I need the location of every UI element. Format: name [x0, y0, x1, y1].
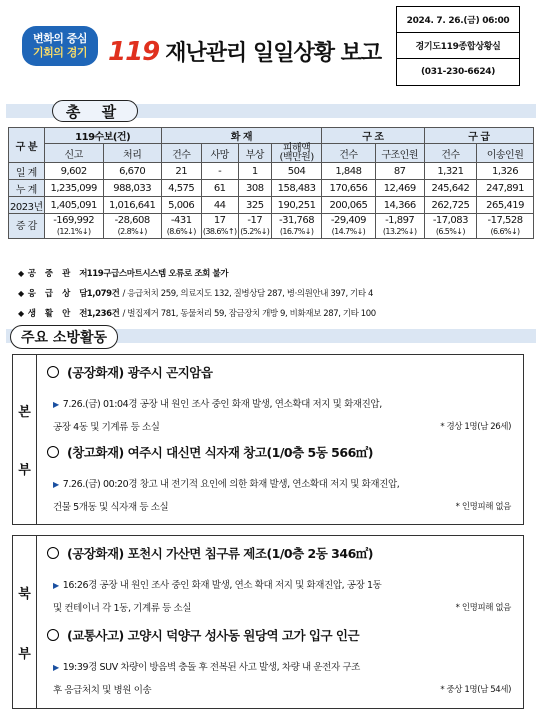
gyeonggi-logo	[22, 26, 98, 66]
stats-cell: 87	[375, 163, 424, 180]
col-reports: 신고	[44, 144, 103, 163]
diamond-icon: ◆	[18, 308, 24, 318]
note-row	[18, 263, 538, 283]
stats-cell: 1	[238, 163, 271, 180]
circle-bullet-icon	[47, 547, 59, 559]
region-body	[37, 355, 523, 524]
change-cell: -29,409 (14.7%↓)	[322, 214, 376, 239]
stats-cell: 308	[238, 180, 271, 197]
col-rescued-people: 구조인원	[375, 144, 424, 163]
incident-title: (공장화재) 포천시 가산면 침구류 제조(1/0층 2동 346㎡)	[47, 544, 515, 562]
report-info-box	[396, 6, 520, 86]
stats-row	[9, 197, 534, 214]
summary-table	[8, 127, 534, 239]
title-number: 119	[108, 37, 160, 67]
stats-cell: 200,065	[322, 197, 376, 214]
casualty-note: * 경상 1명(남 26세)	[440, 422, 511, 432]
title-text: 재난관리 일일상황 보고	[165, 41, 382, 66]
row-label: 누 계	[9, 180, 45, 197]
stats-cell: 1,016,641	[103, 197, 161, 214]
logo-line-1: 변화의 중심	[33, 32, 87, 45]
stats-cell: 265,419	[477, 197, 534, 214]
stats-cell: 245,642	[424, 180, 476, 197]
change-cell: 17 (38.6%↑)	[201, 214, 238, 239]
note-label: 응 급 상 담	[27, 289, 91, 299]
note-label: 생 활 안 전	[27, 309, 91, 319]
stats-cell: 14,366	[375, 197, 424, 214]
stats-cell: 44	[201, 197, 238, 214]
casualty-note: * 인명피해 없음	[455, 603, 511, 613]
header-ems: 구 급	[424, 128, 533, 144]
row-label: 증 감	[9, 214, 45, 239]
change-cell: -431 (8.6%↓)	[161, 214, 201, 239]
stats-cell: 170,656	[322, 180, 376, 197]
region-headquarters	[12, 354, 524, 525]
triangle-bullet-icon: ▶	[53, 400, 59, 409]
col-ems-count: 건수	[424, 144, 476, 163]
region-body	[37, 536, 523, 708]
header-fire: 화 재	[161, 128, 322, 144]
page-title	[108, 36, 381, 67]
note-detail: / 벌집제거 781, 동물처리 59, 잠금장치 개방 9, 비화재보 287, 기타 100	[122, 309, 376, 319]
stats-cell: 1,405,091	[44, 197, 103, 214]
stats-cell: 325	[238, 197, 271, 214]
casualty-note: * 중상 1명(남 54세)	[440, 685, 511, 695]
note-row	[18, 283, 538, 303]
stats-cell: 247,891	[477, 180, 534, 197]
stats-cell: 1,326	[477, 163, 534, 180]
stats-cell: 21	[161, 163, 201, 180]
change-cell: -1,897 (13.2%↓)	[375, 214, 424, 239]
incident-item	[47, 626, 515, 702]
header-category: 구 분	[9, 128, 45, 163]
stats-cell: 5,006	[161, 197, 201, 214]
region-label: 본 부	[13, 355, 37, 524]
casualty-note: * 인명피해 없음	[455, 502, 511, 512]
col-fire-count: 건수	[161, 144, 201, 163]
incident-item	[47, 363, 515, 439]
diamond-icon: ◆	[18, 268, 24, 278]
incident-item	[47, 443, 515, 519]
stats-cell: 6,670	[103, 163, 161, 180]
change-cell: -17,083 (6.5%↓)	[424, 214, 476, 239]
stats-cell: 190,251	[272, 197, 322, 214]
stats-cell: 4,575	[161, 180, 201, 197]
stats-cell: -	[201, 163, 238, 180]
activity-banner-label: 주요 소방활동	[10, 325, 118, 349]
col-transported: 이송인원	[477, 144, 534, 163]
report-phone: (031-230-6624)	[420, 67, 496, 77]
incident-detail: ▶ 7.26.(금) 00:20경 창고 내 전기적 요인에 의한 화재 발생, 연소확대 저지 및 화재진압, 건물 5개동 및 식자재 등 소실 * 인명피해 없음	[47, 473, 515, 519]
report-date: 2024. 7. 26.(금) 06:00	[397, 7, 519, 33]
change-row	[9, 214, 534, 239]
stats-cell: 61	[201, 180, 238, 197]
note-value: 1,079건	[86, 289, 120, 299]
stats-cell: 1,848	[322, 163, 376, 180]
note-row	[18, 303, 538, 323]
notes-list	[18, 263, 538, 323]
stats-row	[9, 163, 534, 180]
circle-bullet-icon	[47, 366, 59, 378]
stats-cell: 262,725	[424, 197, 476, 214]
row-label: 일 계	[9, 163, 45, 180]
note-label: 공 중 관 저	[27, 269, 91, 279]
incident-detail: ▶ 16:26경 공장 내 원인 조사 중인 화재 발생, 연소 확대 저지 및 화재진압, 공장 1동 및 컨테이너 각 1동, 기계류 등 소실 * 인명피해 없음	[47, 574, 515, 620]
stats-cell: 12,469	[375, 180, 424, 197]
note-value: 119구급스마트시스템 오류로 조회 불가	[86, 269, 229, 279]
incident-title: (공장화재) 광주시 곤지암읍	[47, 363, 515, 381]
summary-banner	[6, 100, 536, 122]
region-north	[12, 535, 524, 709]
change-cell: -17,528 (6.6%↓)	[477, 214, 534, 239]
note-value: 1,236건	[86, 309, 120, 319]
stats-cell: 504	[272, 163, 322, 180]
activity-banner	[6, 325, 536, 347]
triangle-bullet-icon: ▶	[53, 480, 59, 489]
note-detail: / 응급처치 259, 의료지도 132, 질병상담 287, 병·의원안내 397, 기타 4	[122, 289, 373, 299]
triangle-bullet-icon: ▶	[53, 663, 59, 672]
col-damage: 피해액 (백만원)	[272, 144, 322, 163]
stats-row	[9, 180, 534, 197]
header-119-calls: 119수보(건)	[44, 128, 161, 144]
diamond-icon: ◆	[18, 288, 24, 298]
region-label: 북 부	[13, 536, 37, 708]
change-cell: -31,768 (16.7%↓)	[272, 214, 322, 239]
stats-cell: 1,321	[424, 163, 476, 180]
col-deaths: 사망	[201, 144, 238, 163]
stats-cell: 158,483	[272, 180, 322, 197]
change-cell: -28,608 (2.8%↓)	[103, 214, 161, 239]
incident-title: (창고화재) 여주시 대신면 식자재 창고(1/0층 5동 566㎡)	[47, 443, 515, 461]
stats-cell: 1,235,099	[44, 180, 103, 197]
stats-cell: 988,033	[103, 180, 161, 197]
logo-line-2: 기회의 경기	[33, 46, 87, 59]
circle-bullet-icon	[47, 629, 59, 641]
col-rescue-count: 건수	[322, 144, 376, 163]
report-org: 경기도119종합상황실	[397, 33, 519, 59]
incident-title: (교통사고) 고양시 덕양구 성사동 원당역 고가 입구 인근	[47, 626, 515, 644]
incident-detail: ▶ 19:39경 SUV 차량이 방음벽 충돌 후 전복된 사고 발생, 차량 내 운전자 구조 후 응급처치 및 병원 이송 * 중상 1명(남 54세)	[47, 656, 515, 702]
triangle-bullet-icon: ▶	[53, 581, 59, 590]
change-cell: -169,992 (12.1%↓)	[44, 214, 103, 239]
change-cell: -17 (5.2%↓)	[238, 214, 271, 239]
summary-banner-label: 총 괄	[52, 100, 138, 122]
col-handled: 처리	[103, 144, 161, 163]
incident-item	[47, 544, 515, 620]
col-injured: 부상	[238, 144, 271, 163]
row-label: 2023년	[9, 197, 45, 214]
incident-detail: ▶ 7.26.(금) 01:04경 공장 내 원인 조사 중인 화재 발생, 연소확대 저지 및 화재진압, 공장 4동 및 기계류 등 소실 * 경상 1명(남 26세)	[47, 393, 515, 439]
header-rescue: 구 조	[322, 128, 425, 144]
circle-bullet-icon	[47, 446, 59, 458]
stats-cell: 9,602	[44, 163, 103, 180]
